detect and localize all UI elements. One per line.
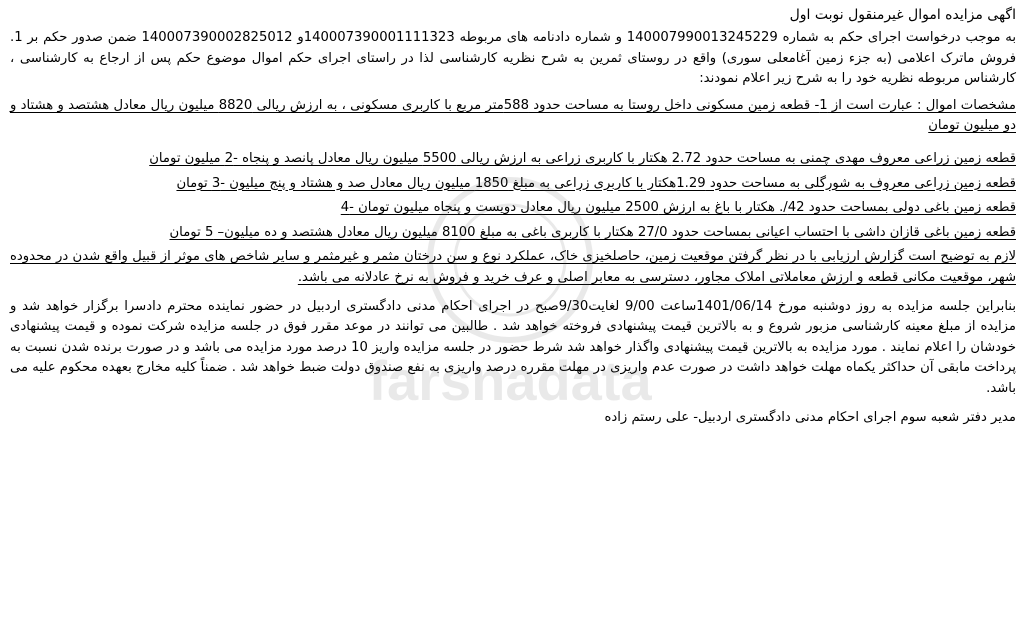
auction-details: بنابراین جلسه مزایده به روز دوشنبه مورخ 1401/06/14ساعت 9/00 لغایت9/30صبح در اجرای احکام مدنی دادگستری اردبیل در حضور نماینده محترم دادسرا برگزار خواهد شد و مزایده از مبلغ معینه کارشناسی مزبور شروع و به بالاترین قیمت پیشنهادی فروخته خواهد شد . طالبین می توانند در موعد مقرر فوق در جلسه مزایده شرکت نموده و قیمت پیشنهادی خودشان را اعلام نمایند . مورد مزایده به بالاترین قیمت پیشنهادی واگذار خواهد شد شرط حضور در جلسه مزایده واریز 10 درصد مورد مزایده می باشد و در صورت برنده شدن نسبت به پرداخت مابقی آن حداکثر یکماه مهلت خواهد داشت در صورت عدم واریزی در مهلت مقرره درصد واریزی به نفع صندوق دولت ضبط خواهد شد . ضمناً کلیه مخارج بعهده محکوم علیه می باشد. [10, 298, 1016, 396]
notice-title: اگهی مزایده اموال غیرمنقول نوبت اول [789, 7, 1016, 23]
property-item-4: قطعه زمین باغی دولی بمساحت حدود 42/. هکتار با باغ به ارزش 2500 میلیون ریال معادل دویست و پنجاه میلیون تومان -4 [340, 200, 1016, 216]
intro-paragraph: به موجب درخواست اجرای حکم به شماره 14000799001324522‌9 و شماره دادنامه های مربوطه 140007390001111323و 140007390002825012 ضمن صدور حکم بر 1. فروش ماترک اعلامی (به جزء زمین آغامعلی سوری) واقع در روستای ثمرین به شرح نظریه کارشناسی لذا در راستای اجرای حکم اموال موضوع حکم پس از ارجاع به کارشناسی ، کارشناس مربوطه نظریه خود را به شرح زیر اعلام نمودند: [10, 30, 1017, 87]
property-item-1: مشخصات اموال : عبارت است از 1- قطعه زمین مسکونی داخل روستا به مساحت حدود 588متر مربع با کاربری مسکونی ، به ارزش ریالی 8820 میلیون ریال معادل هشتصد و هشتاد و دو میلیون تومان [10, 97, 1016, 134]
property-item-2: قطعه زمین زراعی معروف مهدی چمنی به مساحت حدود 2.72 هکتار با کاربری زراعی به ارزش ریالی 5500 میلیون ریال معادل پانصد و پنجاه -2 میلیون تومان [149, 150, 1016, 166]
property-item-3: قطعه زمین زراعی معروف به شورگلی به مساحت حدود 1.29هکتار با کاربری زراعی به مبلغ 1850 میلیون ریال معادل صد و هشتاد و پنج میلیون -3 تومان [176, 175, 1016, 191]
property-item-5: قطعه زمین باغی قازان داشی با احتساب اعیانی بمساحت حدود 27/0 هکتار با کاربری باغی به مبلغ 8100 میلیون ریال معادل هشتصد و ده میلیون– 5 تومان [169, 224, 1016, 240]
watermark-text: farsnadata [368, 349, 652, 412]
valuation-note: لازم به توضیح است گزارش ارزیابی با در نظر گرفتن موقعیت زمین، حاصلخیزی خاک، عملکرد نوع و سن درختان مثمر و غیرمثمر و سایر شاخص های موثر از قبیل واقع شدن در محدوده شهر، موقعیت مکانی قطعه و ارزش معاملاتی املاک مجاور، دسترسی به معابر اصلی و عرف خرید و فروش به نرخ عادلانه می باشد. [10, 249, 1016, 285]
signature-line: مدیر دفتر شعبه سوم اجرای احکام مدنی دادگستری اردبیل- علی رستم زاده [604, 409, 1016, 425]
